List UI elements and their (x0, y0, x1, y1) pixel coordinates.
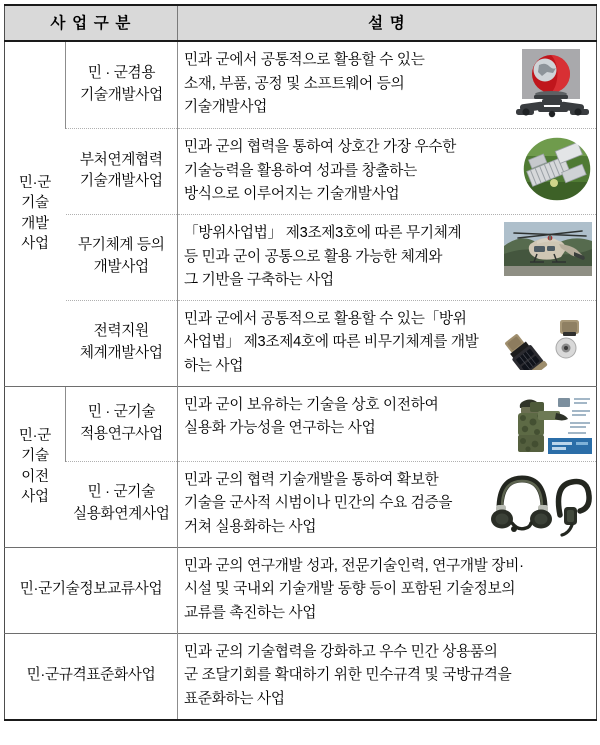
group-label-line: 기술 (21, 195, 49, 212)
description-line: 방식으로 이루어지는 기술개발사업 (184, 186, 400, 203)
description-line: 그 기반을 구축하는 사업 (184, 272, 334, 289)
category-label-information-exchange: 민·군기술정보교류사업 (5, 547, 178, 633)
group-label-line: 사업 (21, 236, 49, 253)
group-label-technology-transfer (5, 386, 66, 547)
description-line: 민과 군의 협력을 통하여 상호간 가장 우수한 (184, 139, 457, 155)
subcategory-line: 체계개발사업 (79, 345, 163, 362)
header-cell-description: 설 명 (178, 5, 597, 41)
description-line: 「방위사업법」 제3조제3호에 따른 무기체계 (184, 224, 462, 241)
subcategory-label (66, 300, 178, 386)
description-cell (178, 41, 597, 129)
business-classification-table (4, 4, 597, 721)
description-line: 시설 및 국내외 기술개발 동향 등이 포함된 기술정보의 (184, 581, 516, 598)
subcategory-line: 개발사업 (93, 259, 149, 276)
header-row (5, 5, 597, 41)
headset-photo (488, 469, 592, 537)
description-line: 거쳐 실용화하는 사업 (184, 519, 317, 536)
table-body (5, 41, 597, 720)
description-cell (178, 300, 597, 386)
group-label-technology-development (5, 41, 66, 386)
soldier-photo (508, 394, 592, 454)
description-line: 기술능력을 활용하여 성과를 창출하는 (184, 162, 417, 179)
description-line: 사업법」 제3조제4호에 따른 비무기체계를 개발 (184, 334, 479, 351)
description-cell (178, 547, 597, 633)
subcategory-label (66, 461, 178, 547)
description-cell (178, 214, 597, 300)
table-row (5, 633, 597, 719)
description-line: 민과 군의 연구개발 성과, 전문기술인력, 연구개발 장비· (184, 557, 524, 574)
group-label-line: 민·군 (18, 427, 52, 444)
subcategory-label (66, 214, 178, 300)
description-line: 민과 군이 보유하는 기술을 상호 이전하여 (184, 396, 439, 413)
description-line: 민과 군의 기술협력을 강화하고 우수 민간 상용품의 (184, 643, 498, 660)
description-cell (178, 386, 597, 461)
description-text (184, 469, 486, 540)
table-row (5, 214, 597, 300)
globe-rig-photo (514, 49, 592, 121)
description-text (184, 222, 502, 293)
subcategory-label (66, 386, 178, 461)
table-row (5, 547, 597, 633)
description-cell (178, 129, 597, 215)
description-line: 하는 사업 (184, 358, 244, 375)
description-text (184, 308, 498, 379)
header-cell-category: 사 업 구 분 (5, 5, 178, 41)
table-row (5, 129, 597, 215)
group-label-line: 기술 (21, 448, 49, 465)
solar-panel-photo (500, 308, 592, 370)
subcategory-line: 무기체계 등의 (77, 237, 165, 254)
subcategory-line: 민 · 군겸용 (87, 65, 156, 82)
group-label-line: 개발 (21, 215, 49, 232)
category-label-standardization: 민·군규격표준화사업 (5, 633, 178, 719)
subcategory-line: 적용연구사업 (80, 425, 163, 442)
description-line: 민과 군에서 공통적으로 활용할 수 있는 (184, 52, 425, 68)
subcategory-line: 부처연계협력 (79, 151, 163, 168)
subcategory-line: 전력지원 (93, 323, 149, 340)
description-line: 교류를 촉진하는 사업 (184, 604, 317, 621)
table-header (5, 5, 597, 41)
description-cell (178, 461, 597, 547)
description-text (184, 394, 506, 441)
description-cell (178, 633, 597, 719)
description-line: 민과 군의 협력 기술개발을 통하여 확보한 (184, 471, 439, 488)
description-text (184, 49, 512, 120)
description-line: 표준화하는 사업 (184, 690, 285, 707)
description-line: 기술을 군사적 시범이나 민간의 수요 검증을 (184, 495, 453, 512)
table-row (5, 461, 597, 547)
subcategory-line: 기술개발사업 (79, 173, 163, 190)
subcategory-line: 실용화연계사업 (72, 506, 170, 523)
description-text (184, 555, 592, 626)
group-label-line: 이전 (21, 468, 49, 485)
description-line: 민과 군에서 공통적으로 활용할 수 있는「방위 (184, 310, 467, 327)
industrial-plant-photo (522, 136, 592, 202)
description-line: 군 조달기회를 확대하기 위한 민수규격 및 국방규격을 (184, 667, 512, 684)
helicopter-photo (504, 222, 592, 276)
description-text (184, 641, 592, 712)
description-line: 기술개발사업 (184, 99, 268, 116)
subcategory-line: 기술개발사업 (80, 87, 163, 103)
subcategory-label (66, 129, 178, 215)
subcategory-line: 민 · 군기술 (87, 403, 156, 420)
subcategory-label (66, 41, 178, 129)
group-label-line: 민·군 (18, 174, 52, 191)
description-line: 소재, 부품, 공정 및 소프트웨어 등의 (184, 75, 405, 92)
table-row (5, 300, 597, 386)
subcategory-line: 민 · 군기술 (87, 484, 155, 501)
description-line: 등 민과 군이 공통으로 활용 가능한 체계와 (184, 248, 443, 265)
description-text (184, 136, 520, 207)
group-label-line: 사업 (21, 489, 49, 506)
table-row (5, 386, 597, 461)
table-row (5, 41, 597, 129)
description-line: 실용화 가능성을 연구하는 사업 (184, 420, 376, 437)
